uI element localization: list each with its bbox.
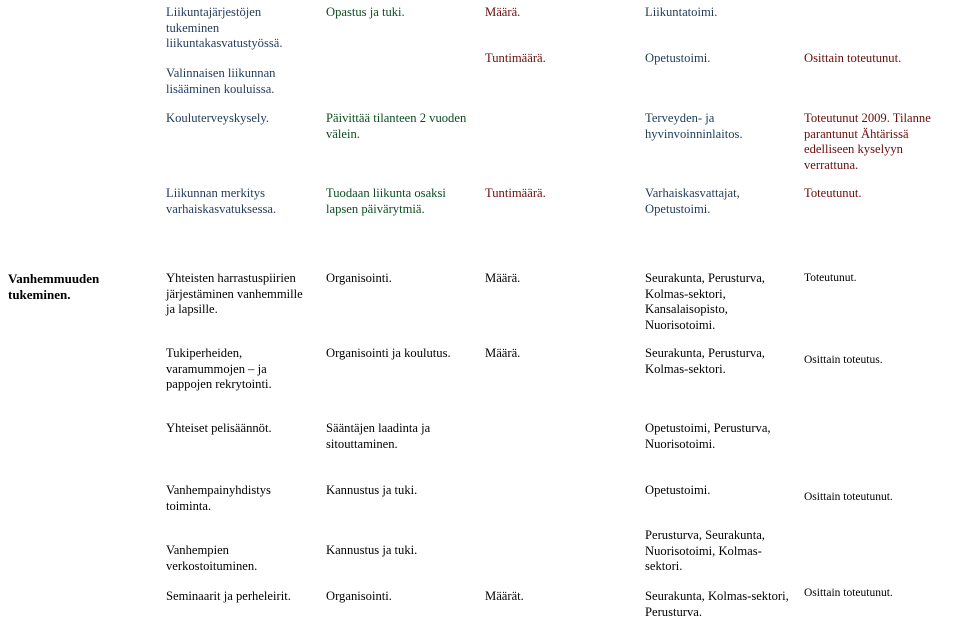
s1-method: Organisointi ja koulutus. (326, 346, 451, 360)
s0-measure: Yhteisten harrastuspiirien järjestäminen vanhemmille ja lapsille. (166, 271, 303, 317)
s0-responsible: Seurakunta, Perusturva, Kolmas-sektori, Kansalaisopisto, Nuorisotoimi. (645, 271, 765, 332)
r0-measure: Liikuntajärjestöjen tukeminen liikuntakasvatustyössä. (166, 5, 283, 51)
s5-method: Organisointi. (326, 589, 392, 603)
s5-status: Osittain toteutunut. (804, 587, 893, 599)
s2-responsible: Opetustoimi, Perusturva, Nuorisotoimi. (645, 421, 771, 451)
s1-measure: Tukiperheiden, varamummojen – ja pappojen rekrytointi. (166, 346, 272, 392)
r3-method: Tuodaan liikunta osaksi lapsen päivärytmiä. (326, 186, 446, 216)
r3-responsible: Varhaiskasvattajat, Opetustoimi. (645, 186, 740, 216)
s5-responsible: Seurakunta, Kolmas-sektori, Perusturva. (645, 589, 789, 619)
r2-responsible: Terveyden- ja hyvinvoinninlaitos. (645, 111, 743, 141)
r1-measure: Valinnaisen liikunnan lisääminen kouluissa. (166, 66, 276, 96)
r3-measure: Liikunnan merkitys varhaiskasvatuksessa. (166, 186, 277, 216)
s0-status: Toteutunut. (804, 272, 857, 284)
r2-status: Toteutunut 2009. Tilanne parantunut Ähtärissä edelliseen kyselyyn verrattuna. (804, 111, 931, 172)
r0-responsible: Liikuntatoimi. (645, 5, 718, 19)
r3-indicator: Tuntimäärä. (485, 186, 546, 200)
r3-status: Toteutunut. (804, 186, 862, 200)
s1-status: Osittain toteutus. (804, 354, 883, 366)
s2-measure: Yhteiset pelisäännöt. (166, 421, 272, 435)
section-title: Vanhemmuuden tukeminen. (8, 271, 100, 302)
s5-measure: Seminaarit ja perheleirit. (166, 589, 291, 603)
s0-method: Organisointi. (326, 271, 392, 285)
s1-responsible: Seurakunta, Perusturva, Kolmas-sektori. (645, 346, 765, 376)
r0-indicator: Määrä. (485, 5, 521, 19)
r2-method: Päivittää tilanteen 2 vuoden välein. (326, 111, 467, 141)
s0-indicator: Määrä. (485, 271, 521, 285)
s3-status: Osittain toteutunut. (804, 491, 893, 503)
s4-responsible: Perusturva, Seurakunta, Nuorisotoimi, Kolmas-sektori. (645, 528, 765, 574)
s5-indicator: Määrät. (485, 589, 524, 603)
s3-measure: Vanhempainyhdistys toiminta. (166, 483, 271, 513)
r0-method: Opastus ja tuki. (326, 5, 405, 19)
s4-method: Kannustus ja tuki. (326, 543, 418, 557)
s1-indicator: Määrä. (485, 346, 521, 360)
s3-responsible: Opetustoimi. (645, 483, 711, 497)
r1-indicator: Tuntimäärä. (485, 51, 546, 65)
s4-measure: Vanhempien verkostoituminen. (166, 543, 258, 573)
s2-method: Sääntäjen laadinta ja sitouttaminen. (326, 421, 431, 451)
r1-status: Osittain toteutunut. (804, 51, 902, 65)
r1-responsible: Opetustoimi. (645, 51, 711, 65)
s3-method: Kannustus ja tuki. (326, 483, 418, 497)
r2-measure: Kouluterveyskysely. (166, 111, 270, 125)
